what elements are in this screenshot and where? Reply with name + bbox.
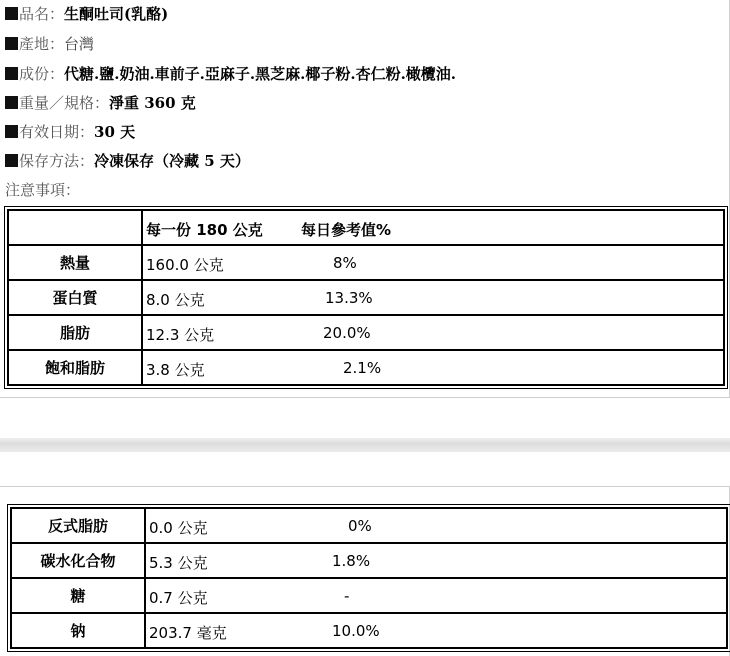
table-row: [11, 508, 727, 543]
bullet-square-icon: [5, 96, 18, 109]
per-serving-header: 每一份 180 公克: [146, 221, 263, 239]
label-sheet-bottom: [0, 486, 730, 656]
table-row: [11, 578, 727, 613]
table-row: [11, 613, 727, 648]
expiry-value: 30 天: [94, 123, 136, 141]
page-gap: [0, 398, 730, 486]
weight-line: [5, 93, 196, 113]
nutrient-amount: 12.3 公克: [146, 326, 215, 344]
storage-label: 保存方法：: [19, 152, 95, 170]
nutrient-percent: 10.0%: [332, 622, 380, 640]
nutrient-percent: 8%: [333, 254, 357, 272]
nutrient-name: 碳水化合物: [11, 543, 145, 578]
bullet-square-icon: [5, 67, 18, 80]
nutrient-percent: 13.3%: [325, 289, 373, 307]
header-empty-cell: [8, 210, 142, 245]
nutrient-name: 熱量: [8, 245, 142, 280]
nutrient-amount: 160.0 公克: [146, 256, 224, 274]
ingredients-label: 成份：: [19, 65, 65, 83]
nutrient-name: 反式脂肪: [11, 508, 145, 543]
table-row: [8, 280, 724, 315]
bullet-square-icon: [5, 37, 18, 50]
header-cell: [142, 210, 724, 245]
nutrient-name: 钠: [11, 613, 145, 648]
origin-line: [5, 34, 94, 54]
product-name-value: 生酮吐司(乳酪): [64, 5, 169, 23]
nutrient-name: 糖: [11, 578, 145, 613]
ingredients-value: 代糖.鹽.奶油.車前子.亞麻子.黑芝麻.椰子粉.杏仁粉.橄欖油.: [64, 65, 457, 83]
nutrient-amount: 0.7 公克: [149, 589, 208, 607]
bullet-square-icon: [5, 154, 18, 167]
bullet-square-icon: [5, 125, 18, 138]
storage-line: [5, 151, 250, 171]
nutrient-name: 脂肪: [8, 315, 142, 350]
table-row: [11, 543, 727, 578]
nutrition-header-row: [8, 210, 724, 245]
nutrient-values: [145, 508, 727, 543]
nutrient-values: [142, 350, 724, 385]
expiry-line: [5, 122, 135, 142]
nutrient-values: [145, 578, 727, 613]
weight-value: 淨重 360 克: [109, 94, 196, 112]
storage-value: 冷凍保存（冷藏 5 天）: [94, 152, 250, 170]
nutrient-amount: 203.7 毫克: [149, 624, 227, 642]
nutrient-percent: 0%: [348, 517, 372, 535]
nutrient-name: 蛋白質: [8, 280, 142, 315]
table-row: [8, 315, 724, 350]
nutrient-amount: 5.3 公克: [149, 554, 208, 572]
product-name-line: [5, 4, 168, 24]
nutrient-name: 飽和脂肪: [8, 350, 142, 385]
nutrition-table-top: [7, 209, 725, 386]
nutrient-amount: 8.0 公克: [146, 291, 205, 309]
nutrient-values: [142, 315, 724, 350]
expiry-label: 有效日期：: [19, 123, 95, 141]
bullet-square-icon: [5, 7, 18, 20]
nutrient-values: [145, 543, 727, 578]
nutrient-percent: -: [344, 587, 350, 605]
origin-value: 台灣: [64, 35, 95, 53]
daily-value-header: 每日參考值%: [301, 221, 392, 239]
notes-label: 注意事項：: [5, 181, 81, 199]
notes-line: [5, 180, 80, 200]
nutrient-values: [142, 245, 724, 280]
nutrient-values: [145, 613, 727, 648]
nutrition-table-bottom: [10, 507, 728, 649]
nutrient-percent: 20.0%: [323, 324, 371, 342]
nutrient-amount: 3.8 公克: [146, 361, 205, 379]
page-divider: [0, 438, 730, 452]
weight-label: 重量／規格：: [19, 94, 110, 112]
product-name-label: 品名：: [19, 5, 65, 23]
nutrient-amount: 0.0 公克: [149, 519, 208, 537]
nutrient-values: [142, 280, 724, 315]
table-row: [8, 245, 724, 280]
origin-label: 產地：: [19, 35, 65, 53]
nutrient-percent: 1.8%: [332, 552, 371, 570]
table-row: [8, 350, 724, 385]
ingredients-line: [5, 64, 456, 84]
nutrient-percent: 2.1%: [343, 359, 382, 377]
